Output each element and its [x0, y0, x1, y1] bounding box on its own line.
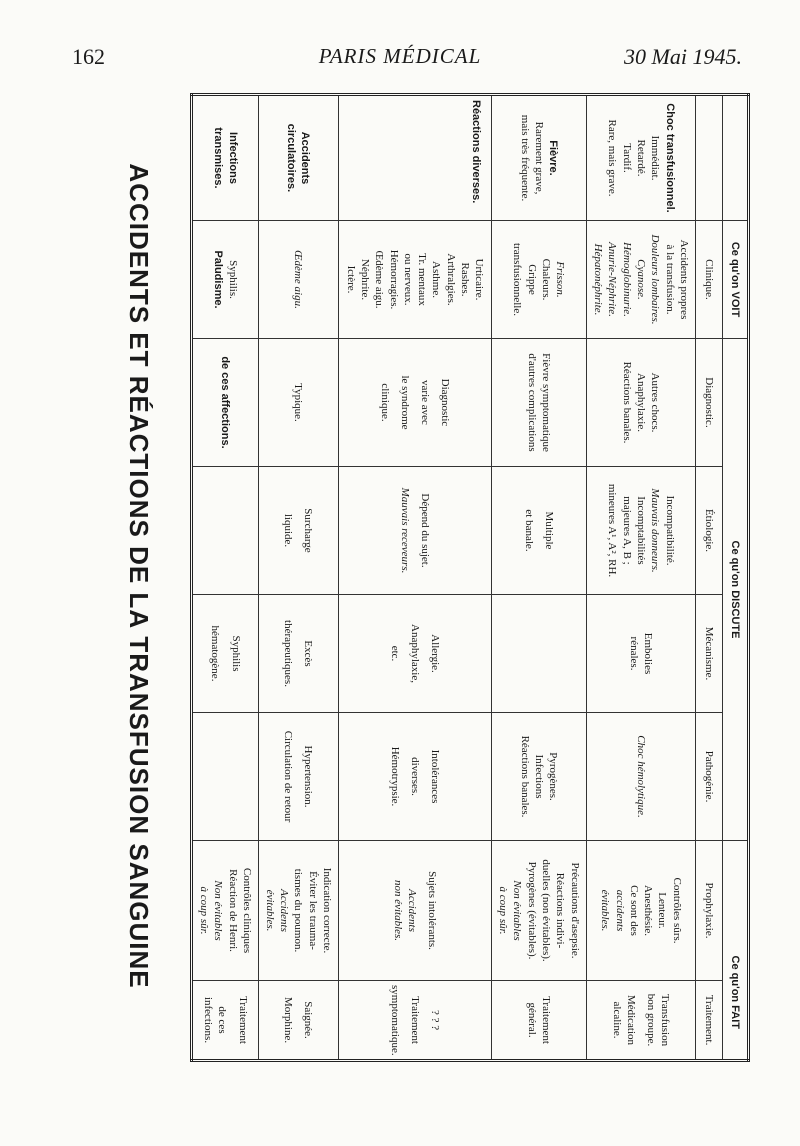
text-line: Incomptabilités [634, 496, 647, 565]
row-title: Infections transmises. [212, 127, 239, 189]
cell-mecanisme [338, 595, 491, 713]
column-header-row [696, 95, 723, 1061]
row-sub: Rarement grave, [532, 121, 545, 195]
text-line: Syphilis. [226, 260, 239, 299]
text-line: Dépend du sujet. [419, 493, 432, 568]
text-line: Pyrogènes. [547, 752, 560, 801]
text-line: Mauvais donneurs. [649, 488, 662, 573]
col-mecanisme: Mécanisme. [696, 595, 723, 713]
text-line: Autres chocs. [649, 372, 662, 433]
cell-pathogenie [338, 713, 491, 841]
text-line: Douleurs lombaires. [649, 234, 662, 325]
cell-pathogenie [491, 713, 586, 841]
cell-clinique [586, 221, 695, 339]
page-number: 162 [72, 44, 105, 69]
text-line: Réactions banales. [518, 735, 531, 818]
text-line: ou nerveux. [401, 253, 414, 306]
text-line: Anurie-Néphrite. [606, 242, 619, 317]
row-sub: Tardif. [620, 143, 633, 173]
text-line: Accidents [278, 889, 291, 932]
text-line: Fièvre symptomatique [540, 353, 553, 452]
text-line: Traitement [236, 996, 249, 1044]
text-line: général. [525, 1002, 538, 1038]
cell-diagnostic [586, 339, 695, 467]
text-line: à la transfusion. [663, 244, 676, 315]
cell-diagnostic [258, 339, 338, 467]
col-prophylaxie: Prophylaxie. [696, 841, 723, 981]
text-line: Transfusion [659, 993, 672, 1047]
text-line: accidents [613, 889, 626, 932]
text-line: Traitement [408, 996, 421, 1044]
cell-mecanisme [192, 595, 259, 713]
row-sub: Retardé. [634, 139, 647, 177]
text-line: Médication [624, 994, 637, 1046]
text-line: Allergie. [429, 634, 442, 673]
text-line: non évitables. [391, 879, 404, 942]
rotated-table-block [84, 93, 750, 1059]
col-clinique: Clinique. [696, 221, 723, 339]
cell-etiologie [338, 467, 491, 595]
text-line: hématogène. [209, 625, 222, 682]
text-line: Réactions banales. [620, 361, 633, 444]
text-line: Non évitables [511, 880, 524, 941]
text-line: ? ? ? [429, 1009, 442, 1031]
text-line: Réaction de Henri. [226, 869, 239, 952]
row-sub: mais très fréquente. [518, 114, 531, 202]
text-line: clinique. [378, 383, 391, 422]
cell-prophylaxie [192, 841, 259, 981]
group-voit: Ce qu'on VOIT [723, 221, 749, 339]
cell-diagnostic [192, 339, 259, 467]
row-title: Choc transfusionnel. [663, 103, 676, 213]
cell-mecanisme [586, 595, 695, 713]
text-line: Indication correcte. [320, 867, 333, 954]
text-line: symptomatique. [388, 985, 401, 1056]
text-line: le syndrome [398, 375, 411, 430]
col-diagnostic: Diagnostic. [696, 339, 723, 467]
text-line: tismes du poumon. [292, 868, 305, 953]
text-line: Frisson. [554, 261, 567, 298]
col-traitement: Traitement. [696, 981, 723, 1061]
issue-date: 30 Mai 1945. [624, 44, 742, 69]
text-line: Asthme. [430, 261, 443, 298]
text-line: Paludisme. [212, 250, 225, 309]
text-line: Ictère. [344, 265, 357, 294]
text-line: Excès [302, 640, 315, 667]
cell-prophylaxie [491, 841, 586, 981]
text-line: rénales. [627, 636, 640, 671]
cell-pathogenie [192, 713, 259, 841]
row-head-infections [192, 95, 259, 221]
col-pathogenie: Pathogénie. [696, 713, 723, 841]
text-line: bon groupe. [645, 993, 658, 1047]
transfusion-table [190, 93, 750, 1062]
cell-traitement [258, 981, 338, 1061]
text-line: Syphilis [229, 635, 242, 672]
text-line: Mauvais receveurs. [398, 487, 411, 574]
cell-clinique [192, 221, 259, 339]
text-line: Incompatibilité. [663, 495, 676, 566]
cell-prophylaxie [586, 841, 695, 981]
group-header-row [723, 95, 749, 1061]
text-line: diverses. [408, 757, 421, 796]
text-line: Grippe [525, 264, 538, 295]
text-line: Contrôles sûrs. [670, 877, 683, 944]
text-line: Arthralgies. [444, 253, 457, 306]
cell-traitement [338, 981, 491, 1061]
cell-prophylaxie [338, 841, 491, 981]
text-line: Traitement [540, 996, 553, 1044]
text-line: Néphrite. [358, 258, 371, 301]
row-head-fievre [491, 95, 586, 221]
cell-clinique [491, 221, 586, 339]
text-line: et banale. [522, 509, 535, 552]
text-line: Œdème aigu. [292, 250, 305, 309]
text-line: transfusionnelle. [511, 242, 524, 316]
text-line: Hémorragies. [387, 249, 400, 310]
text-line: Typique. [292, 383, 305, 422]
journal-title: PARIS MÉDICAL [318, 44, 482, 68]
corner-cell [723, 95, 749, 221]
text-line: Pyrogènes (évitables). [525, 861, 538, 960]
text-line: Infections [532, 754, 545, 799]
text-line: Saignée. [302, 1001, 315, 1039]
text-line: Anaphylaxie. [634, 373, 647, 432]
row-sub: Rare, mais grave. [606, 119, 619, 197]
text-line: Urticaire. [473, 258, 486, 301]
table-title: ACCIDENTS ET RÉACTIONS DE LA TRANSFUSION SANGUINE [124, 163, 155, 989]
cell-traitement [192, 981, 259, 1061]
text-line: à coup sûr. [198, 886, 211, 935]
text-line: thérapeutiques. [282, 620, 295, 687]
text-line: Ce sont des [627, 885, 640, 936]
text-line: Réactions indivi- [554, 872, 567, 949]
text-line: Morphine. [282, 996, 295, 1044]
cell-etiologie [258, 467, 338, 595]
text-line: mineures A¹, A², RH. [606, 483, 619, 578]
cell-diagnostic [338, 339, 491, 467]
cell-mecanisme [258, 595, 338, 713]
text-line: Intolérances [429, 749, 442, 804]
group-discute: Ce qu'on DISCUTE [723, 339, 749, 841]
text-line: Hépatonéphrite. [592, 243, 605, 316]
cell-diagnostic [491, 339, 586, 467]
col-etiologie: Étiologie. [696, 467, 723, 595]
text-line: Circulation de retour [282, 730, 295, 823]
col-empty [696, 95, 723, 221]
text-line: majeures A, B ; [620, 496, 633, 565]
row-title: Accidents circulatoires. [285, 123, 312, 193]
text-line: Contrôles cliniques [240, 867, 253, 954]
text-line: etc. [388, 645, 401, 662]
text-line: Cyanose. [634, 259, 647, 300]
text-line: duelles (non évitables). [540, 859, 553, 962]
text-line: liquide. [282, 513, 295, 548]
group-fait: Ce qu'on FAIT [723, 841, 749, 1061]
row-fievre [491, 95, 586, 1061]
text-line: Tr. mentaux [416, 253, 429, 306]
row-head-reactions [338, 95, 491, 221]
text-line: Multiple [543, 511, 556, 550]
row-circulatoires [258, 95, 338, 1061]
text-line: Lenteur. [656, 892, 669, 929]
text-line: Éviter les trauma- [306, 871, 319, 950]
cell-pathogenie [586, 713, 695, 841]
row-choc [586, 95, 695, 1061]
text-line: Rashes. [459, 262, 472, 297]
text-line: Sujets intolérants. [426, 871, 439, 950]
cell-prophylaxie [258, 841, 338, 981]
cell-etiologie [192, 467, 259, 595]
text-line: Chaleurs. [540, 258, 553, 301]
text-line: évitables. [263, 889, 276, 932]
text-line: alcaline. [610, 1001, 623, 1039]
row-reactions [338, 95, 491, 1061]
cell-traitement [491, 981, 586, 1061]
text-line: Anaphylaxie, [408, 624, 421, 683]
row-title: Fièvre. [547, 140, 560, 176]
row-head-choc [586, 95, 695, 221]
cell-clinique [258, 221, 338, 339]
text-line: évitables. [599, 889, 612, 932]
row-title: Réactions diverses. [469, 100, 482, 204]
text-line: Accidents propres [677, 239, 690, 320]
text-line: Hypertension. [302, 745, 315, 808]
text-line: Précautions d'asepsie. [568, 862, 581, 959]
text-line: de ces infections. [202, 996, 229, 1044]
text-line: de ces affections. [219, 356, 232, 449]
text-line: à coup sûr. [497, 886, 510, 935]
cell-mecanisme [491, 595, 586, 713]
text-line: Hémoglobinurie. [620, 242, 633, 317]
cell-traitement [586, 981, 695, 1061]
text-line: Accidents [405, 889, 418, 932]
text-line: Non évitables [212, 880, 225, 941]
cell-etiologie [491, 467, 586, 595]
text-line: Hémotrypsie. [388, 746, 401, 807]
row-infections [192, 95, 259, 1061]
row-sub: Immédiat. [649, 135, 662, 181]
text-line: Choc hémolytique. [634, 735, 647, 818]
text-line: d'autres complications [525, 353, 538, 452]
text-line: Surcharge [302, 508, 315, 553]
text-line: Embolies [642, 632, 655, 675]
cell-pathogenie [258, 713, 338, 841]
cell-etiologie [586, 467, 695, 595]
text-line: Diagnostic [439, 378, 452, 427]
text-line: Anesthésie. [642, 885, 655, 937]
text-line: varie avec [419, 380, 432, 425]
text-line: Œdème aigu. [373, 250, 386, 309]
row-head-circulatoires [258, 95, 338, 221]
cell-clinique [338, 221, 491, 339]
